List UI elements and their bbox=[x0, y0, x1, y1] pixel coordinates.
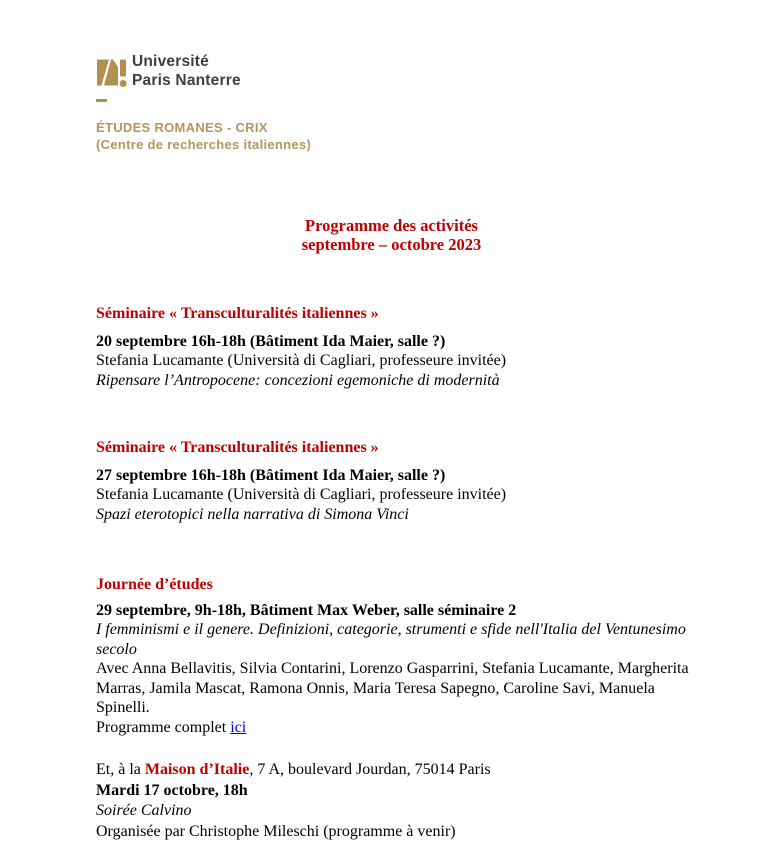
section-seminaire-2 bbox=[96, 438, 690, 524]
event-title-line: Ripensare l’Antropocene: concezioni egemoniche di modernità bbox=[96, 371, 500, 389]
event-date-line: Mardi 17 octobre, 18h bbox=[96, 781, 248, 799]
research-unit-block bbox=[96, 119, 311, 153]
programme-complet-prefix: Programme complet bbox=[96, 718, 231, 736]
paris-nanterre-logo-icon bbox=[97, 59, 127, 88]
section-maison-italie bbox=[96, 760, 690, 842]
university-wordmark bbox=[132, 52, 241, 90]
event-title-line: Spazi eterotopici nella narrativa di Simona Vinci bbox=[96, 505, 409, 523]
programme-complet-link[interactable]: ici bbox=[230, 718, 247, 736]
event-title-line: I femminismi e il genere. Definizioni, categorie, strumenti e sfide nell'Italia del Ventunesimo secolo bbox=[96, 621, 686, 658]
event-title-line: Soirée Calvino bbox=[96, 802, 192, 819]
university-name-line1: Université bbox=[132, 53, 209, 70]
event-date-line: 29 septembre, 9h-18h, Bâtiment Max Weber, salle séminaire 2 bbox=[96, 601, 517, 619]
section-heading: Séminaire « Transculturalités italiennes » bbox=[96, 305, 379, 322]
logo-dash bbox=[96, 99, 107, 102]
page-title bbox=[0, 217, 783, 254]
event-speaker-line: Stefania Lucamante (Università di Cagliari, professeure invitée) bbox=[96, 486, 507, 503]
section-journee-etudes bbox=[96, 575, 690, 737]
event-organizer-line: Organisée par Christophe Mileschi (programme à venir) bbox=[96, 822, 456, 840]
event-date-line: 27 septembre 16h-18h (Bâtiment Ida Maier, salle ?) bbox=[96, 466, 446, 484]
maison-italie-name: Maison d’Italie bbox=[144, 761, 250, 778]
location-prefix: Et, à la bbox=[96, 761, 145, 778]
event-participants-line: Avec Anna Bellavitis, Silvia Contarini, Lorenzo Gasparrini, Stefania Lucamante, Margherita Marras, Jamila Mascat, Ramona Onnis, Maria Teresa Sapegno, Caroline Savi, Manuela Spinelli. bbox=[96, 660, 689, 716]
page-title-line1: Programme des activités bbox=[305, 216, 478, 235]
university-name-line2: Paris Nanterre bbox=[132, 72, 241, 89]
section-heading: Journée d’études bbox=[96, 576, 213, 593]
event-date-line: 20 septembre 16h-18h (Bâtiment Ida Maier, salle ?) bbox=[96, 332, 446, 350]
unit-name: ÉTUDES ROMANES - CRIX bbox=[96, 120, 268, 135]
programme-complet-line bbox=[96, 718, 690, 738]
section-heading: Séminaire « Transculturalités italiennes » bbox=[96, 439, 379, 456]
event-location-line bbox=[96, 760, 690, 781]
page-title-line2: septembre – octobre 2023 bbox=[301, 234, 482, 254]
location-suffix: , 7 A, boulevard Jourdan, 75014 Paris bbox=[249, 761, 491, 778]
unit-subtitle: (Centre de recherches italiennes) bbox=[96, 137, 312, 152]
event-speaker-line: Stefania Lucamante (Università di Cagliari, professeure invitée) bbox=[96, 352, 507, 369]
section-seminaire-1 bbox=[96, 304, 690, 390]
